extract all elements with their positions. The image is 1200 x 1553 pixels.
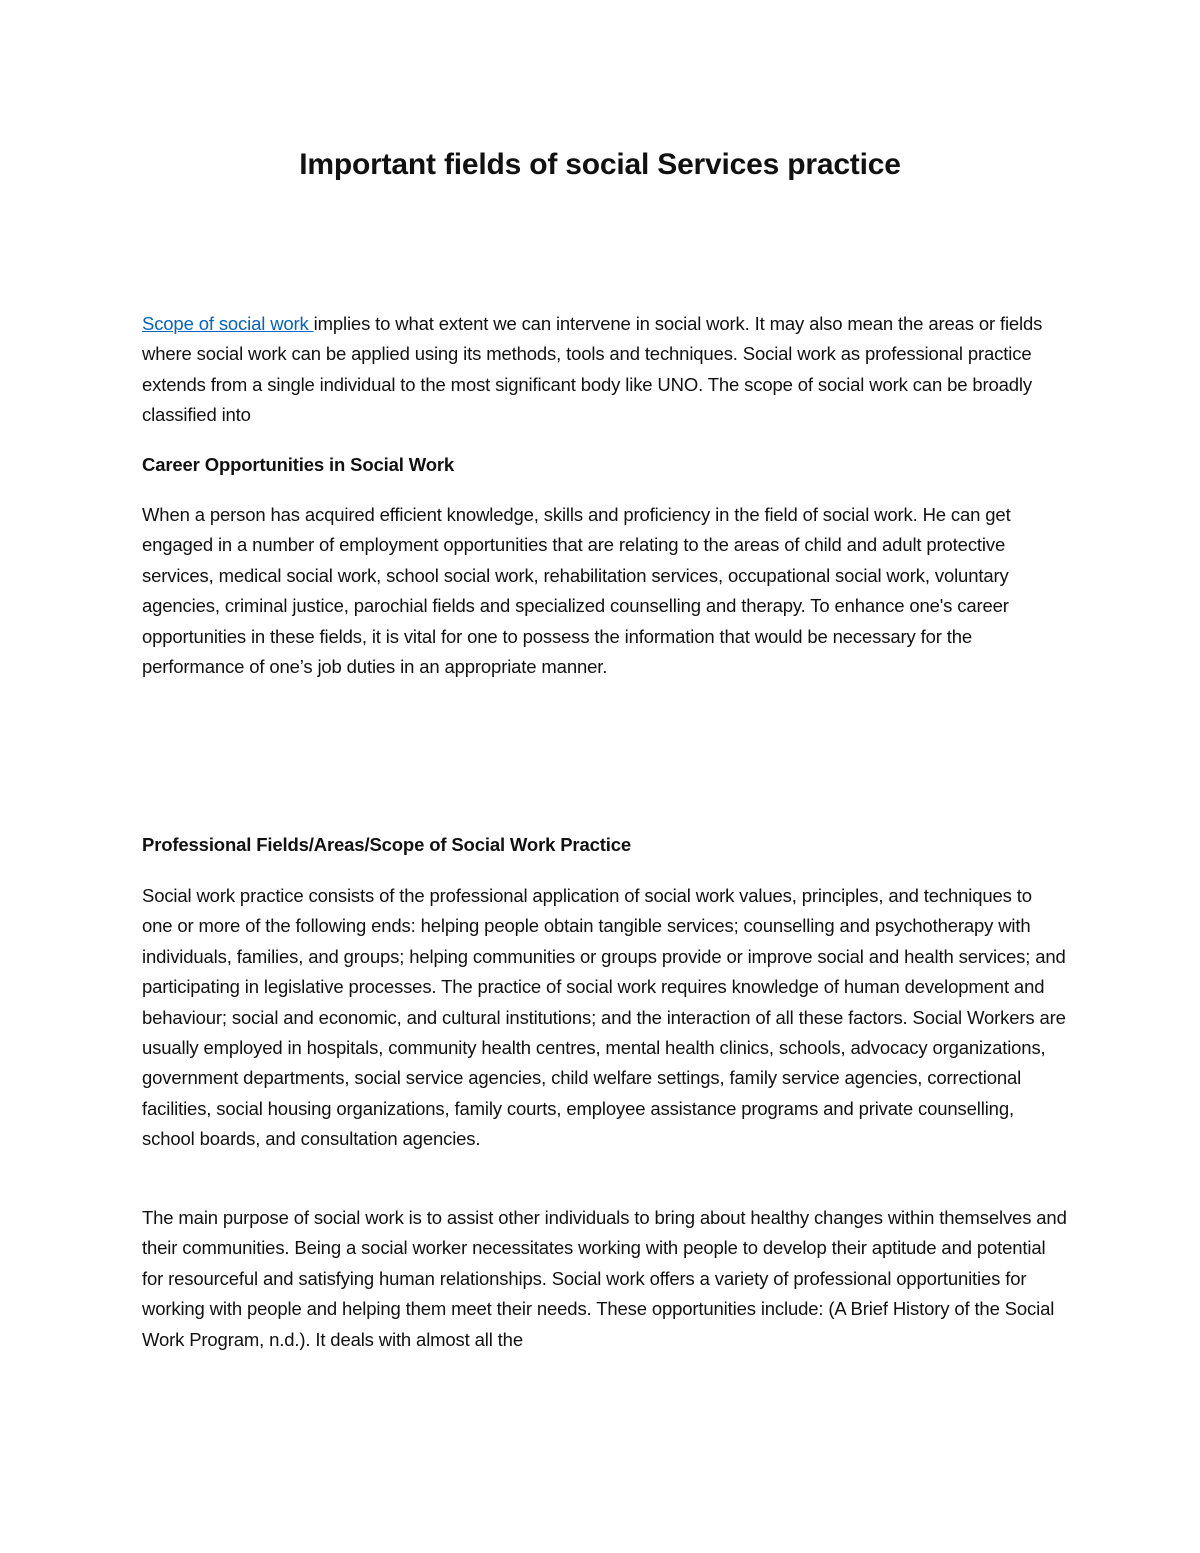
intro-text: implies to what extent we can intervene in social work. It may also mean the areas or fields where social work can be applied using its methods, tools and techniques. Social work as professional practice extends from a single individual to the most significant body like UNO. The scope of social work can be broadly classified into [142,313,1043,426]
intro-paragraph [142,309,1067,431]
scope-of-social-work-link[interactable]: Scope of social work [142,313,314,334]
career-opportunities-heading: Career Opportunities in Social Work [142,454,455,475]
document-title: Important fields of social Services practice [299,148,901,181]
career-opportunities-paragraph: When a person has acquired efficient knowledge, skills and proficiency in the field of social work. He can get engaged in a number of employment opportunities that are relating to the areas of child and adult protective services, medical social work, school social work, rehabilitation services, occupational social work, voluntary agencies, criminal justice, parochial fields and specialized counselling and therapy. To enhance one's career opportunities in these fields, it is vital for one to possess the information that would be necessary for the performance of one’s job duties in an appropriate manner. [142,504,1011,678]
professional-fields-heading: Professional Fields/Areas/Scope of Social Work Practice [142,834,632,855]
social-work-practice-paragraph: Social work practice consists of the professional application of social work values, principles, and techniques to one or more of the following ends: helping people obtain tangible services; counselling and psychotherapy with individuals, families, and groups; helping communities or groups provide or improve social and health services; and participating in legislative processes. The practice of social work requires knowledge of human development and behaviour; social and economic, and cultural institutions; and the interaction of all these factors. Social Workers are usually employed in hospitals, community health centres, mental health clinics, schools, advocacy organizations, government departments, social service agencies, child welfare settings, family service agencies, correctional facilities, social housing organizations, family courts, employee assistance programs and private counselling, school boards, and consultation agencies. [142,885,1066,1150]
main-purpose-paragraph: The main purpose of social work is to assist other individuals to bring about healthy changes within themselves and their communities. Being a social worker necessitates working with people to develop their aptitude and potential for resourceful and satisfying human relationships. Social work offers a variety of professional opportunities for working with people and helping them meet their needs. These opportunities include: (A Brief History of the Social Work Program, n.d.). It deals with almost all the [142,1207,1067,1350]
